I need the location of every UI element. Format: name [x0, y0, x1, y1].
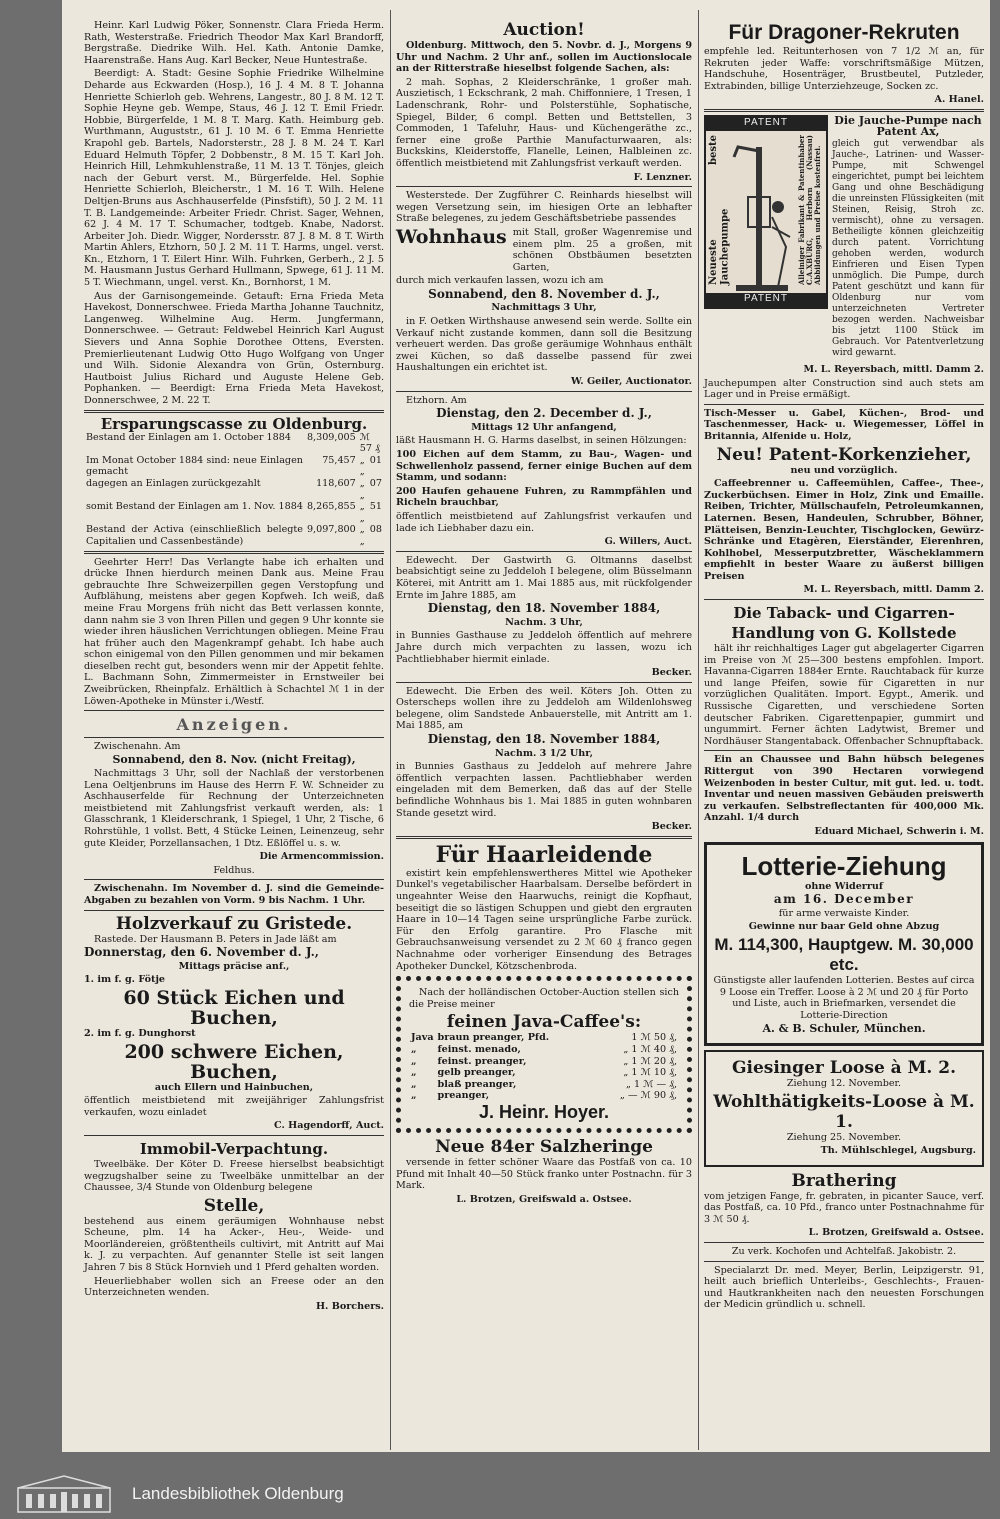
ad-big: Wohnhaus [396, 225, 507, 248]
price-name: feinst. preanger, [437, 1055, 527, 1067]
ad-sign: Becker. [651, 821, 692, 833]
ad-sign: Th. Mühlschlegel, Augsburg. [820, 1145, 976, 1157]
spk-label: Im Monat October 1884 sind: neue Einlagen gemacht [86, 454, 303, 478]
scan-margin [0, 0, 62, 1462]
ad-sub: für arme verwaiste Kinder. [778, 907, 910, 919]
ad-body: versende in fetter schöner Waare das Postfaß von ca. 10 Pfund mit Inhalt 40—50 Stück franko unter Postnachn. für 3 Mark. [396, 1156, 692, 1192]
ad-item: 2. im f. g. Dunghorst [84, 1027, 196, 1039]
sparkasse-table [84, 432, 384, 548]
ad-time: Mittags 12 Uhr anfangend, [471, 421, 617, 433]
library-footer [0, 1462, 1000, 1519]
price-lead: „ [411, 1078, 417, 1090]
pump-illustration [704, 115, 828, 309]
spk-value: 8,265,855 [306, 501, 356, 513]
ad-date: Dienstag, den 18. November 1884, [427, 601, 661, 616]
spk-label: Bestand der Activa (einschließlich belegte Capitalien und Cassenbestände) [86, 524, 303, 547]
ad-title: Für Dragoner-Rekruten [728, 21, 960, 44]
price-value: „ 1 ℳ 20 ₰, [623, 1055, 677, 1067]
ad-body: Edewecht. Der Gastwirth G. Oltmanns daselbst beabsichtigt seine zu Jeddeloh I belegene, olim Büsselmann Köterei, mit Antritt am 1. Mai 1885 aus, mit rückfolgender Ernte im Jahre 1885, am [396, 554, 692, 601]
ad-body: öffentlich meistbietend auf Zahlungsfrist verkaufen und lade ich Liebhaber dazu ein. [396, 510, 692, 534]
ad-sign: L. Brotzen, Greifswald a. Ostsee. [456, 1193, 632, 1205]
spk-value: 118,607 [316, 477, 356, 489]
ad-title: Die Taback- und Cigarren-Handlung von G. Kollstede [731, 604, 957, 643]
library-building-icon [16, 1474, 112, 1514]
ad-title: Giesinger Loose à M. 2. [731, 1057, 957, 1078]
table-row [409, 1079, 679, 1091]
price-value: „ 1 ℳ 40 ₰, [623, 1043, 677, 1055]
table-row [84, 524, 384, 547]
ad-big: 200 schwere Eichen, Buchen, [124, 1040, 344, 1083]
spk-cur: „ 51 „ [359, 501, 382, 524]
ad-sign: A. Hanel. [934, 94, 984, 106]
ad-body: in Bunnies Gasthaus zu Jeddeloh auf mehrere Jahre öffentlich verpachten lassen. Pachtliebhaber werden eingeladen mit dem Bemerken, daß das auf der Stelle befindliche Wohnhaus bis 1. Mai 1885 in guten wohnbaren Stande gesetzt wird. [396, 761, 692, 819]
text-block: Aus der Garnisongemeinde. Getauft: Erna Frieda Meta Havekost, Donnerschwee. Frieda Martha Johanne Tauchnitz, Langenweg. Wilhelmine Aug. Herm. Jungfermann, Donnerschwee. — Getraut: Feldwebel Heinrich Karl August Sievers und Anna Sophie Dorothee Ottens, Eversten. Premierlieutenant Ludwig Otto Hugo Wolfgang von Unger und Wilh. Sidonie Alexandra von Grün, Osternburg. Hautboist Julius Richard und Auguste Helene Geb. Pophanken. — Beerdigt: Erna Frieda Meta Havekost, Donnerschwee, 2 M. 22 T. [84, 290, 384, 406]
ad-title: Lotterie-Ziehung [741, 850, 947, 881]
ad-body: in Bunnies Gasthause zu Jeddeloh öffentlich auf mehrere Jahre durch mich verpachten zu lassen, wozu ich Pachtliebhaber hiermit einlade. [396, 630, 692, 665]
ad-body: Rastede. Der Hausmann B. Peters in Jade läßt am [94, 933, 337, 945]
price-lead: „ [411, 1067, 417, 1079]
ad-item: 1. im f. g. Fötje [84, 974, 166, 986]
ad-title: Stelle, [203, 1195, 265, 1216]
ad-sign: A. & B. Schuler, München. [762, 1022, 926, 1036]
pump-icon [728, 137, 796, 297]
ad-body: Specialarzt Dr. med. Meyer, Berlin, Leipzigerstr. 91, heilt auch brieflich Unterleibs-, Geschlechts-, Frauen- und Hautkrankheiten nach den neuesten Forschungen der Medicin gründlich u. schnell. [704, 1264, 984, 1311]
text-block: Beerdigt: A. Stadt: Gesine Sophie Friedrike Wilhelmine Deharde aus Eckwarden (Hosp.), 16 J. 4 M. 8 T. Johanna Henriette Schierloh geb. Wehrens, Langestr., 80 J. 8 M. 12 T. Sophie Heyne geb. Wempe, Staus, 46 J. 12 T. Emil Friedr. Hobbie, Bürgerfelde, 1 M. 8 T. Marg. Kath. Heimburg geb. Wurthmann, Auguststr., 61 J. 10 M. 6 T. Emma Henriette Krapohl geb. Bartels, Nadorsterstr., 28 J. 8 M. 24 T. Karl Eduard Helmuth Töpfer, 2 Dobbenstr., 8 M. 15 T. Karl Joh. Heinrich Hill, Lehmkuhlenstraße, 11 M. 13 T. Tönjes, gleich nach der Geburt verst. M., Bürgerfelde. Hel. Sophie Henriette Schierloh, Bleicherstr., 1 M. 16 T. Wilh. Helene Deltjen-Bruns aus Aschhauserfelde (Pinsfstift), 50 J. 2 M. 11 T. B. Landgemeinde: Arbeiter Friedr. Christ. Sager, Wehnen, 62 J. 4 M. 17 T. Schumacher, todtgeb. Knabe, Nadorst. Arbeiter Joh. Diedr. Wigger, Nordersstr. 87 J. 8 M. 8 T. Wirth Martin Ahlers, Etzhorn, 50 J. 2 M. 11 T. Harms, ungel. verst. Kn., Etzhorn, 1 T. Eilert Hinr. Wilh. Fuhrken, Gerberh., 2 J. 5 M. Hausmann Justus Gerhard Hullmann, Spwege, 61 J. 11 M. 5 T. Wiechmann, ungel. verst. Kn., Bornhorst, 1 M. [84, 68, 384, 289]
spk-cur: „ 01 „ [359, 454, 382, 478]
ad-title: Auction! [503, 20, 585, 40]
ad-body: Nach der holländischen October-Auction stellen sich die Preise meiner [409, 987, 679, 1010]
table-row [409, 1044, 679, 1056]
ad-sub: auch Ellern und Hainbuchen, [154, 1081, 314, 1093]
ad-big: M. 114,300, Hauptgew. M. 30,000 etc. [714, 934, 974, 974]
ad-title: Die Jauche-Pumpe nach Patent Ax, [834, 113, 982, 138]
ad-head: Oldenburg. Mittwoch, den 5. Novbr. d. J., Morgens 9 Uhr und Nachm. 2 Uhr anf., sollen im Auctionslocale an der Ritterstraße hieselbst folgende Sachen, als: [396, 40, 692, 75]
table-row [409, 1056, 679, 1068]
ad-body: existirt kein empfehlenswertheres Mittel wie Apotheker Dunkel's vegetabilischer Haarbalsam. Derselbe befördert in ungeahnter Weise den Haarwuchs, reinigt die Kopfhaut, beseitigt die so lästigen Schuppen und giebt den ergrauten Haare in 10—14 Tagen seine ursprüngliche Farbe zurück. Für den Erfolg garantire. Pro Flasche mit Gebrauchsanweisung versendet zu 2 ℳ 60 ₰ franco gegen Nachnahme oder vorheriger Einsendung des Betrages Apotheker Dunckel, Kötzschenbroda. [396, 867, 692, 972]
patent-label: PATENT [706, 117, 826, 131]
table-row [409, 1090, 679, 1102]
text-block: Heinr. Karl Ludwig Pöker, Sonnenstr. Clara Frieda Herm. Rath, Westerstraße. Friedrich Theodor Max Karl Brandorff, Bergstraße. Diedrike Wilh. Hel. Kath. Antonie Damke, Haarenstraße. Hans Aug. Karl Becker, Neue Huntestraße. [84, 20, 384, 66]
ad-sign: H. Borchers. [315, 1300, 384, 1312]
spk-cur: „ 07 „ [359, 477, 382, 501]
ad-item: 200 Haufen gehauene Fuhren, zu Rammpfählen und Richeln brauchbar, [396, 485, 692, 509]
loose-ad [704, 1050, 984, 1167]
ad-body: Zwischenahn. Im November d. J. sind die Gemeinde-Abgaben zu bezahlen von Vorm. 9 bis Nachm. 1 Uhr. [84, 883, 384, 906]
price-name: gelb preanger, [437, 1067, 516, 1079]
table-row [84, 501, 384, 524]
ad-sign: W. Geiler, Auctionator. [571, 376, 692, 388]
column-rule [390, 10, 391, 1450]
ad-body: empfehle led. Reitunterhosen von 7 1/2 ℳ an, für Rekruten jeder Waffe: vorschriftsmäßige Mützen, Handschuhe, Hosenträger, Brustbeutel, Putzleder, Extrabinden, billige Unterziehzeuge, Socken zc. [704, 46, 984, 92]
newspaper-page [62, 0, 990, 1452]
spk-value: 9,097,800 [306, 524, 356, 536]
ad-title: Brathering [791, 1170, 897, 1191]
price-value: „ — ℳ 90 ₰, [619, 1090, 677, 1102]
price-value: „ 1 ℳ 10 ₰, [623, 1067, 677, 1079]
price-lead: „ [411, 1055, 417, 1067]
column-3 [704, 20, 984, 1313]
ad-body: vom jetzigen Fange, fr. gebraten, in picanter Sauce, verf. das Postfaß, ca. 10 Pfd., franco unter Postnachnahme für 3 ℳ 50 ₰. [704, 1190, 984, 1225]
ad-sub: am 16. December [773, 892, 915, 907]
ad-body: in F. Oetken Wirthshause anwesend sein werde. Sollte ein Verkauf nicht zustande kommen, dann soll die Besitzung verheuert werden. Das große geräumige Wohnhaus enthält zwei Küchen, so daß dasselbe passend für zwei Haushaltungen ein erichtet ist. [396, 316, 692, 374]
ad-sign: Feldhus. [213, 864, 255, 876]
ad-body: gleich gut verwendbar als Jauche-, Latrinen- und Wasser-Pumpe, mit Schwengel eingerichtet, pumpt bei leichtem Gang und ohne Beschädigung die unreinsten Flüssigkeiten (mit Steinen, Reisig, Stroh zc. vermischt), ohne zu versagen. Betheiligte können gleichzeitig durch patent. Vorrichtung gehoben werden, wodurch Einfrieren und Eisen Typen unmöglich. Die Pumpe, durch Patent geschützt und kann für Oldenburg nur vom unterzeichneten Vertreter bezogen werden. Nachweisbar bis jetzt 1100 Stück im Gebrauch. Vor Patentverletzung wird gewarnt. [832, 138, 984, 358]
sparkasse-title: Ersparungscasse zu Oldenburg. [100, 414, 368, 433]
ad-sign: Eduard Michael, Schwerin i. M. [814, 825, 984, 837]
ad-place: Zwischenahn. Am [94, 740, 181, 752]
price-lead: „ [411, 1090, 417, 1102]
price-lead: Java [411, 1032, 434, 1044]
ad-sign: M. L. Reyersbach, mittl. Damm 2. [803, 584, 984, 596]
ad-time: Nachm. 3 Uhr, [505, 616, 583, 628]
ad-title: Neue 84er Salzheringe [435, 1136, 653, 1157]
ad-sign: Die Armencommission. [259, 851, 384, 863]
ad-body: Jauchepumpen alter Construction sind auch stets am Lager und in Preise ermäßigt. [704, 377, 984, 401]
ad-title: Immobil-Verpachtung. [139, 1139, 329, 1158]
ad-time: Nachmittags 3 Uhr, [491, 302, 597, 314]
price-value: 1 ℳ 50 ₰, [631, 1032, 677, 1044]
ad-item: 100 Eichen auf dem Stamm, zu Bau-, Wagen- und Schwellenholz passend, ferner einige Buchen auf dem Stamm, und sodann: [396, 449, 692, 484]
ad-sub: Ziehung 25. November. [786, 1131, 902, 1143]
spk-label: Bestand der Einlagen am 1. October 1884 [86, 431, 291, 443]
price-name: blaß preanger, [437, 1078, 517, 1090]
ad-title: Wohlthätigkeits-Loose à M. 1. [713, 1091, 975, 1132]
price-name: braun preanger, Pfd. [437, 1032, 550, 1044]
library-name: Landesbibliothek Oldenburg [132, 1484, 344, 1503]
ad-sign: F. Lenzner. [633, 171, 692, 183]
ad-big: 60 Stück Eichen und Buchen, [123, 986, 345, 1029]
ad-sub: Ziehung 12. November. [786, 1077, 902, 1089]
ad-sign: J. Heinr. Hoyer. [478, 1101, 610, 1122]
coffee-ad [396, 976, 692, 1133]
ad-sub: ohne Widerruf [804, 880, 884, 892]
ad-date: Dienstag, den 2. December d. J., [436, 406, 652, 421]
spk-cur: ℳ 57 ₰ [359, 431, 380, 455]
spk-label: dagegen an Einlagen zurückgezahlt [86, 477, 261, 489]
table-row [84, 432, 384, 455]
column-2 [396, 20, 692, 1207]
ad-body: Zu verk. Kochofen und Achtelfaß. Jakobistr. 2. [731, 1246, 957, 1258]
ad-body: Nachmittags 3 Uhr, soll der Nachlaß der verstorbenen Lena Oeltjenbruns im Hause des Herrn F. W. Schneider zu Aschhauserfelde für Rechnung der Unterzeichneten meistbietend mit Zahlungsfrist verkauft werden, als: 1 Glasschrank, 1 Kleiderschrank, 1 Spiegel, 1 Uhr, 2 Tische, 6 Rohrstühle, 1 vollst. Bett, 4 Stücke Leinen, Leinenzeug, sehr gute Kleider, Porzellansachen, 1 Dtz. Eßlöffel u. s. w. [84, 768, 384, 849]
ad-body: Westerstede. Der Zugführer C. Reinhards hieselbst will wegen Versetzung sein, im hiesigen Orte an lebhafter Straße belegenes, zu jedem Geschäftsbetriebe passendes [396, 190, 692, 225]
pump-vertical-text: Alleiniger Fabrikant & Patentinhaber C.A.XBURG, Herborn (Nassau) Abbildungen und Preise kostenfrei. [797, 134, 822, 285]
table-row [84, 478, 384, 501]
price-table [409, 1032, 679, 1102]
spk-cur: „ 08 „ [359, 524, 382, 547]
spk-label: somit Bestand der Einlagen am 1. Nov. 1884 [86, 501, 303, 513]
spk-value: 8,309,005 [306, 431, 356, 443]
ad-body: Heuerliebhaber wollen sich an Freese oder an den Unterzeichneten wenden. [84, 1275, 384, 1299]
pump-vertical-text: Neueste beste Jauchepumpe [708, 134, 731, 285]
ad-time: Mittags präcise anf., [178, 960, 290, 972]
ad-body: öffentlich meistbietend mit zweijähriger Zahlungsfrist verkaufen, wozu einladet [84, 1095, 384, 1118]
price-value: „ 1 ℳ — ₰, [626, 1078, 677, 1090]
ad-date: Sonnabend, den 8. November d. J., [428, 286, 660, 301]
ad-sign: M. L. Reyersbach, mittl. Damm 2. [803, 363, 984, 375]
price-name: preanger, [437, 1090, 490, 1102]
ad-sign: G. Willers, Auct. [604, 536, 692, 548]
ad-body: Edewecht. Die Erben des weil. Köters Joh. Otten zu Osterscheps wollen ihre zu Jeddeloh am Wildenlohsweg belegene, olim Sandstede Anbauerstelle, mit Antritt am 1. Mai 1885, am [396, 685, 692, 732]
ad-body: mit Stall, großer Wagenremise und einem plm. 25 a großen, mit schönen Obstbäumen besetzten Garten, [512, 226, 692, 273]
ad-body: läßt Hausmann H. G. Harms daselbst, in seinen Hölzungen: [396, 435, 687, 447]
ad-sub: Gewinne nur baar Geld ohne Abzug [748, 921, 940, 933]
ad-body: Tisch-Messer u. Gabel, Küchen-, Brod- und Taschenmesser, Hack- u. Wiegemesser, Löffel in Britannia, Alfenide u. Holz, [704, 407, 984, 442]
ad-body: Tweelbäke. Der Köter D. Freese hierselbst beabsichtigt wegzugshalber seine zu Tweelbäke unmittelbar an der Chaussee, 3/4 Stunde von Oldenburg belegene [84, 1158, 384, 1194]
ad-body: bestehend aus einem geräumigen Wohnhause nebst Scheune, plm. 14 ha Acker-, Heu-, Weide- und Moorländereien, größtentheils cultivirt, mit Antritt auf Mai k. J. zu verpachten. Auf genannter Stelle ist seit langen Jahren 7 bis 8 Stück Hornvieh und 1 Pferd gehalten worden. [84, 1215, 384, 1274]
table-row [409, 1032, 679, 1044]
column-rule [698, 10, 699, 1450]
letter-text: Geehrter Herr! Das Verlangte habe ich erhalten und drücke Ihnen hierdurch meinen Dank aus. Meine Frau gebrauchte Ihre Schweizerpillen gegen Verstopfung und Aufblähung, meistens aber gegen Kopfweh. Ich weiß, daß meine Frau Morgens früh nicht das Bett verlassen konnte, dann nahm sie 3 von Ihren Pillen und gegen 9 Uhr konnte sie wieder ihren häuslichen Verrichtungen obliegen. Meine Frau hat früher auch den Magenkrampf gehabt. Ich habe auch schon einigemal von den Pillen genommen und mir bekamen dieselben recht gut, besonders wenn mir der Appetit fehlte. L. Bachmann Sohn, Zimmermeister in Ernstweiler bei Zweibrücken, Rheinpfalz. Erhältlich à Schachtel ℳ 1 in der Löwen-Apotheke in Münster i./Westf. [84, 556, 384, 707]
ad-sign: L. Brotzen, Greifswald a. Ostsee. [808, 1227, 984, 1239]
ad-date: Sonnabend, den 8. Nov. (nicht Freitag), [112, 753, 356, 767]
ad-time: Nachm. 3 1/2 Uhr, [495, 747, 593, 759]
price-name: feinst. menado, [437, 1043, 521, 1055]
patent-label: PATENT [706, 293, 826, 307]
price-lead: „ [411, 1043, 417, 1055]
pump-ad [704, 115, 984, 361]
ad-title: Neu! Patent-Korkenzieher, [716, 444, 972, 465]
ad-sign: C. Hagendorff, Auct. [274, 1120, 384, 1132]
ad-sign: Becker. [651, 667, 692, 679]
ad-body: 2 mah. Sophas, 2 Kleiderschränke, 1 großer mah. Auszietisch, 1 Eckschrank, 2 mah. Chiffonniere, 1 Tresen, 1 Ladenschrank, Rohr- und Polsterstühle, Sophatische, Spiegel, Bilder, 6 compl. Betten und Bettstellen, 3 Commoden, 1 Tafeluhr, Haus- und Küchengeräthe zc., ferner eine große Parthie Manufacturwaaren, als: Buckskins, Kleiderstoffe, Flanelle, Leinen, Halbleinen zc. öffentlich meistbietend mit Zahlungsfrist verkauft werden. [396, 76, 692, 169]
column-1 [84, 20, 384, 1314]
ad-body: durch mich verkaufen lassen, wozu ich am [396, 275, 604, 287]
ad-place: Etzhorn. Am [406, 394, 467, 406]
ad-body: hält ihr reichhaltiges Lager gut abgelagerter Cigarren im Preise von ℳ 25—300 bestens empfohlen. Import. Havanna-Cigarren 1884er Ernte. Rauchtaback für kurze und lange Pfeifen, sowie für Cigaretten in nur vorzüglichen Qualitäten. Import. Egypt., Amerik. und Russische Cigaretten, und verschiedene Sorten deutscher Fabriken. Cigarettenpapier, gummirt und ungummirt. Ferner ächten Ladytwist, Bremer und Nordhäuser Stangentaback. Offenbacher Schnupftaback. [704, 643, 984, 747]
ad-body: Günstigste aller laufenden Lotterien. Bestes auf circa 9 Loose ein Treffer. Loose à 2 ℳ und 20 ₰ für Porto und Liste, auch in Briefmarken, versendet die Lotterie-Direction [713, 974, 975, 1021]
lottery-ad [704, 842, 984, 1046]
section-heading: Anzeigen. [176, 715, 292, 735]
ad-date: Dienstag, den 18. November 1884, [427, 732, 661, 747]
table-row [84, 455, 384, 478]
ad-sub: neu und vorzüglich. [790, 464, 898, 476]
ad-body: Ein an Chaussee und Bahn hübsch belegenes Rittergut von 390 Hectaren vorwiegend Weizenboden in bester Cultur, mit gut. led. u. todt. Inventar und neuen massiven Gebäuden preiswerth zu verkaufen. Selbstreflectanten für 400,000 Mk. Anzahl. 1/4 durch [704, 754, 984, 824]
ad-body: Caffeebrenner u. Caffeemühlen, Caffee-, Thee-, Zuckerbüchsen. Eimer in Holz, Zink und Emaille. Reiben, Trichter, Müllschaufeln, Petroleumkannen, Laternen. Besen, Handeulen, Schrubber, Böhner, Plätteisen, Benzin-Leuchter, Tischglocken, Gewürz-Schränke und Etagèren, Eierständer, Eierenhren, Kohlhobel, Messerputzbretter, Wäscheklammern empfiehlt in bester Waare zu äußerst billigen Preisen [704, 478, 984, 582]
spk-value: 75,457 [322, 454, 356, 466]
table-row [409, 1067, 679, 1079]
ad-title: Holzverkauf zu Gristede. [115, 913, 353, 934]
ad-date: Donnerstag, den 6. November d. J., [84, 945, 319, 960]
ad-title: Für Haarleidende [435, 841, 653, 868]
ad-title: feinen Java-Caffee's: [446, 1012, 642, 1033]
